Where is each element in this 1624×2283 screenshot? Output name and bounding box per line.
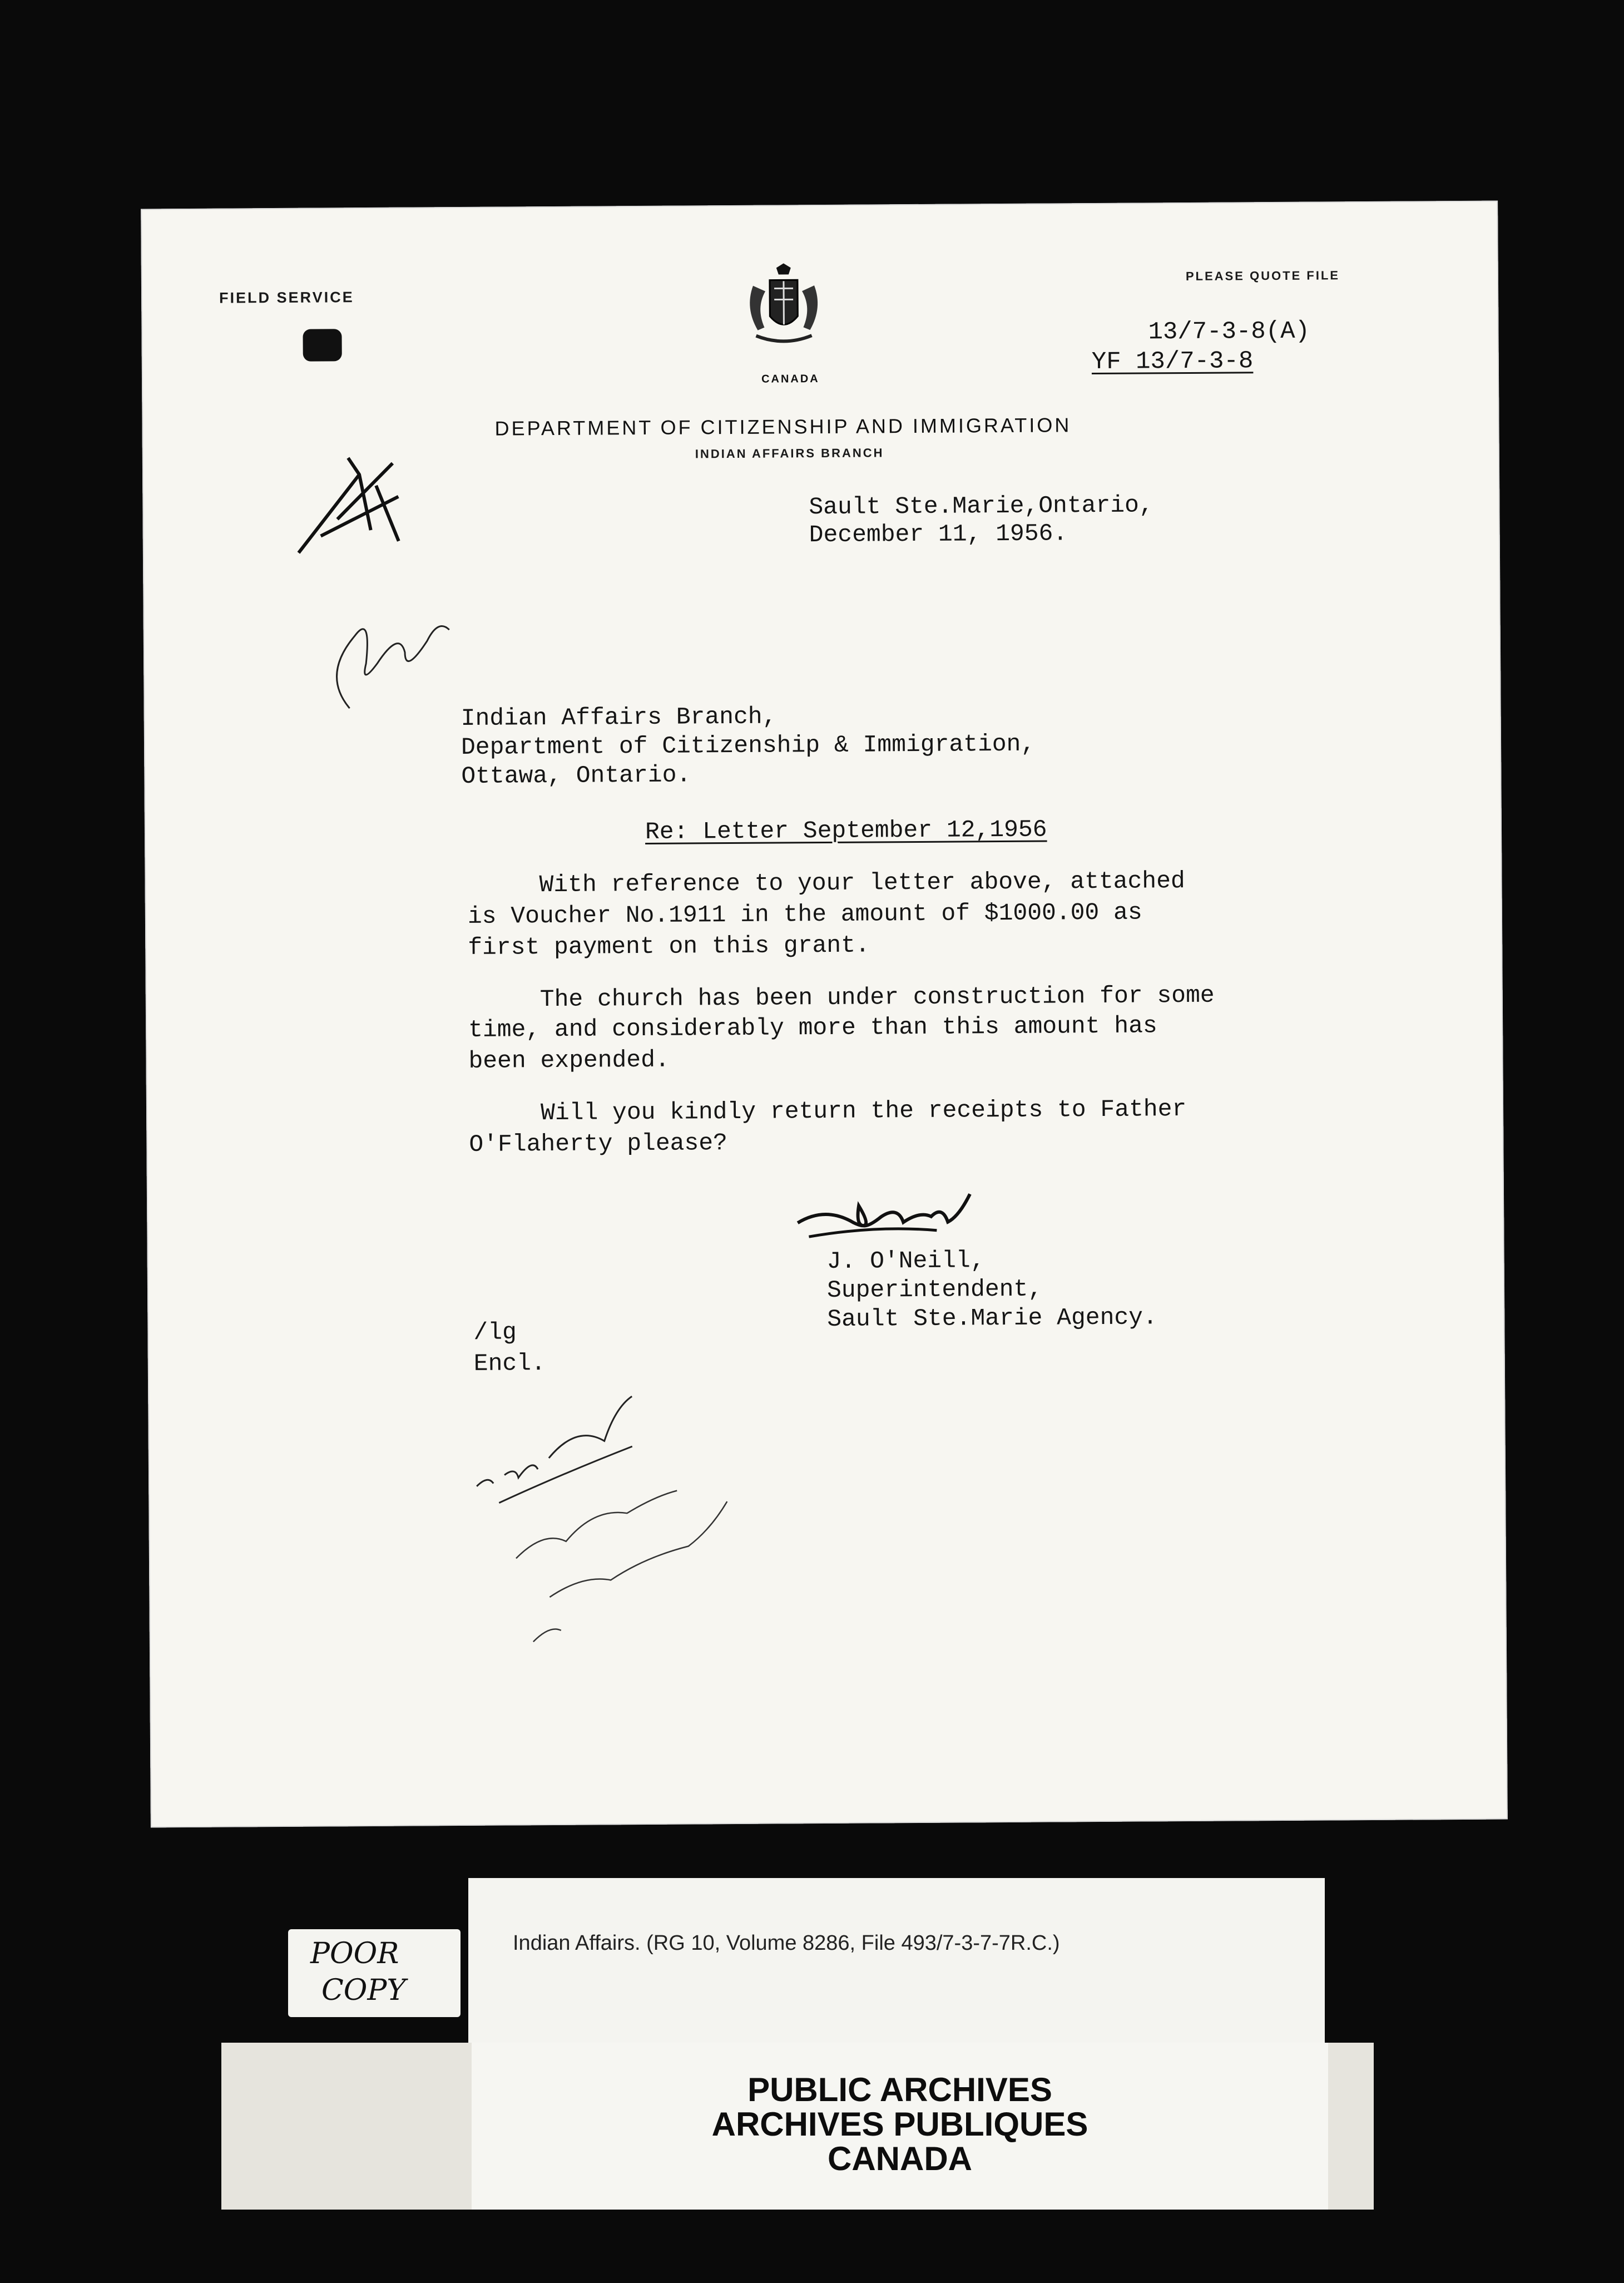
recipient-line: Ottawa, Ontario. <box>461 761 691 790</box>
body-line: O'Flaherty please? <box>469 1129 728 1158</box>
body-line: With reference to your letter above, attached <box>467 867 1185 899</box>
poor-copy-line: POOR <box>310 1937 399 1970</box>
department-heading: DEPARTMENT OF CITIZENSHIP AND IMMIGRATION <box>494 413 1072 440</box>
letter-date: December 11, 1956. <box>809 520 1068 549</box>
body-line: Will you kindly return the receipts to Father <box>468 1095 1187 1127</box>
signatory-title: Superintendent, <box>826 1275 1043 1304</box>
archive-stamp-line: CANADA <box>828 2140 972 2177</box>
archive-stamp <box>472 2043 1328 2210</box>
body-line: been expended. <box>468 1046 670 1075</box>
signatory-name: J. O'Neill, <box>826 1247 985 1275</box>
enclosure-note: Encl. <box>473 1350 546 1377</box>
letter-sheet <box>141 201 1508 1828</box>
body-line: first payment on this grant. <box>468 931 870 961</box>
body-line: time, and considerably more than this amount has <box>468 1012 1157 1044</box>
file-reference-primary: 13/7-3-8(A) <box>1148 317 1310 347</box>
branch-heading: INDIAN AFFAIRS BRANCH <box>695 446 884 461</box>
field-service-label: FIELD SERVICE <box>219 289 354 307</box>
please-quote-file-label: PLEASE QUOTE FILE <box>1185 268 1340 284</box>
ink-blot <box>303 329 341 361</box>
letter-place: Sault Ste.Marie,Ontario, <box>809 491 1153 521</box>
recipient-line: Department of Citizenship & Immigration, <box>461 730 1036 761</box>
archive-citation: Indian Affairs. (RG 10, Volume 8286, File 493/7-3-7-7R.C.) <box>513 1931 1060 1955</box>
signatory-office: Sault Ste.Marie Agency. <box>827 1303 1157 1333</box>
coat-of-arms-icon <box>742 263 826 369</box>
recipient-line: Indian Affairs Branch, <box>461 703 777 732</box>
crest-caption: CANADA <box>761 373 820 386</box>
archive-stamp-line: PUBLIC ARCHIVES <box>747 2071 1052 2108</box>
body-line: The church has been under construction for some <box>468 981 1215 1014</box>
handwritten-notes-icon <box>465 1362 778 1664</box>
archive-stamp-line: ARCHIVES PUBLIQUES <box>711 2106 1088 2143</box>
poor-copy-line: COPY <box>321 1974 406 2007</box>
file-reference-secondary: YF 13/7-3-8 <box>1091 347 1254 377</box>
handwritten-annotation-icon <box>287 451 522 742</box>
archive-citation-card <box>468 1878 1325 2045</box>
body-line: is Voucher No.1911 in the amount of $1000.00 as <box>467 898 1142 930</box>
letter-subject: Re: Letter September 12,1956 <box>645 816 1047 846</box>
poor-copy-note <box>288 1929 461 2017</box>
reference-initials: /lg <box>473 1318 517 1346</box>
